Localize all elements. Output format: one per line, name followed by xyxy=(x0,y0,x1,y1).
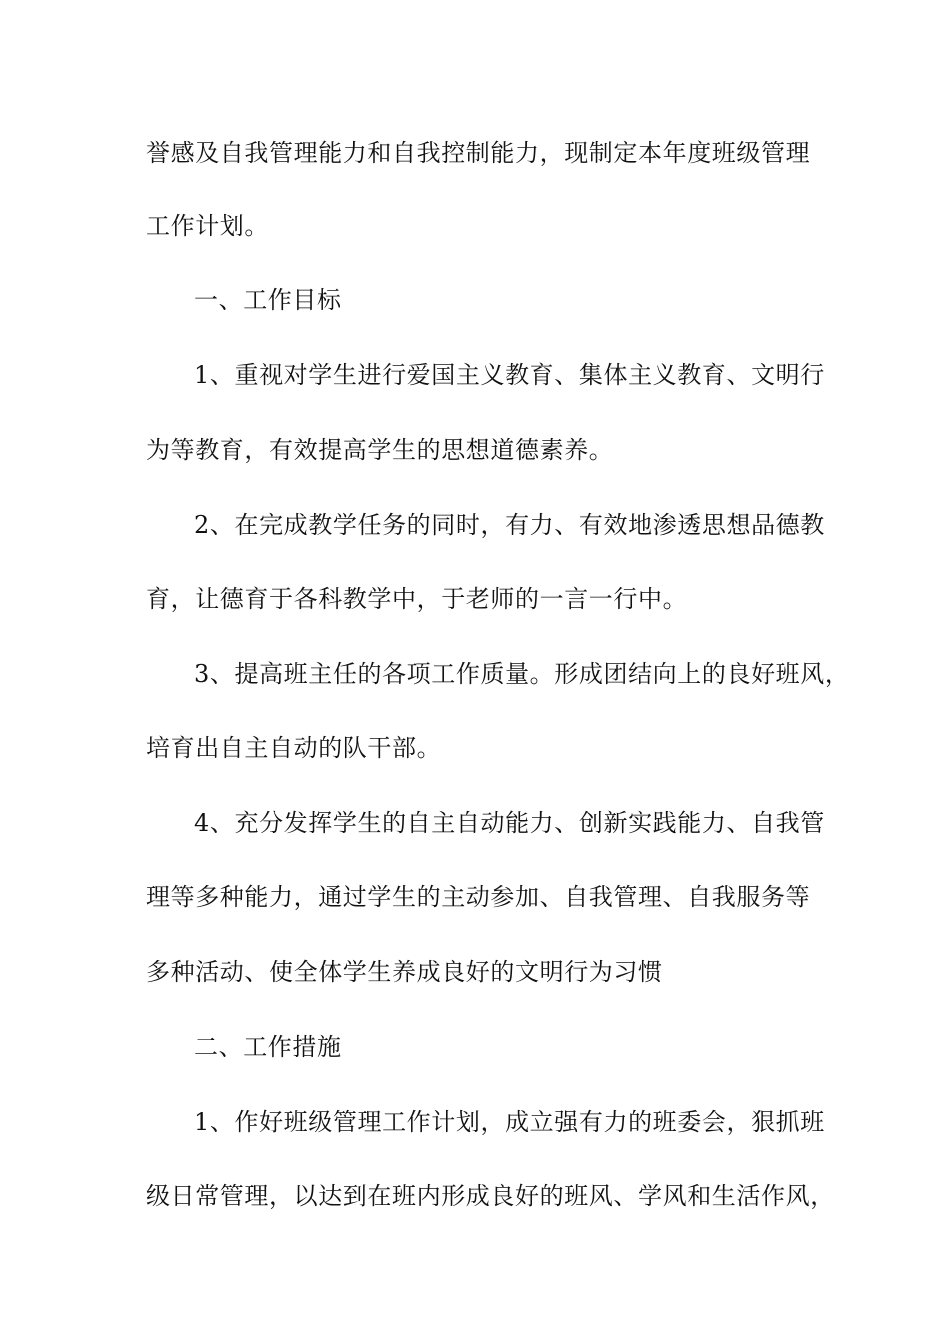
text-line: 工作计划。 xyxy=(146,212,269,240)
text-line: 多种活动、使全体学生养成良好的文明行为习惯 xyxy=(146,958,663,986)
text-line: 育，让德育于各科教学中，于老师的一言一行中。 xyxy=(146,585,688,613)
text-line: 4、充分发挥学生的自主自动能力、创新实践能力、自我管 xyxy=(194,809,825,837)
text-line: 为等教育，有效提高学生的思想道德素养。 xyxy=(146,436,614,464)
section-heading: 一、工作目标 xyxy=(194,286,342,314)
text-line: 1、重视对学生进行爱国主义教育、集体主义教育、文明行 xyxy=(194,361,825,389)
text-line: 2、在完成教学任务的同时，有力、有效地渗透思想品德教 xyxy=(194,511,825,539)
section-heading: 二、工作措施 xyxy=(194,1033,342,1061)
text-line: 1、作好班级管理工作计划，成立强有力的班委会，狠抓班 xyxy=(194,1108,825,1136)
text-line: 理等多种能力，通过学生的主动参加、自我管理、自我服务等 xyxy=(146,883,811,911)
text-line: 级日常管理，以达到在班内形成良好的班风、学风和生活作风， xyxy=(146,1182,835,1210)
text-line: 誉感及自我管理能力和自我控制能力，现制定本年度班级管理 xyxy=(146,139,811,167)
text-line: 3、提高班主任的各项工作质量。形成团结向上的良好班风， xyxy=(194,660,850,688)
text-line: 培育出自主自动的队干部。 xyxy=(146,734,442,762)
